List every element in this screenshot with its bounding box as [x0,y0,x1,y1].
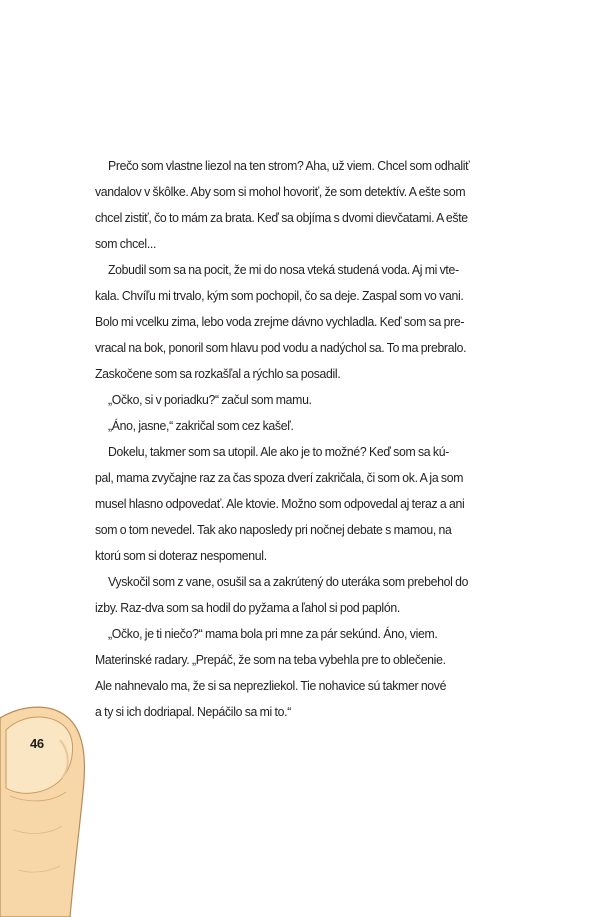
paragraph-6: Vyskočil som z vane, osušil sa a zakrútený do uteráka som prebehol do izby. Raz-dva som sa hodil do pyžama a ľahol si pod paplón. [95,574,469,615]
paragraph-4: „Áno, jasne,“ zakričal som cez kašeľ. [108,418,294,433]
paragraph-2: Zobudil som sa na pocit, že mi do nosa vteká studená voda. Aj mi vte- kala. Chvíľu mi trvalo, kým som pochopil, čo sa deje. Zaspal som vo vani. Bolo mi vcelku zima, lebo voda zrejme dávno vychladla. Keď som sa pre- vracal na bok, ponoril som hlavu pod vodu a nadýchol sa. To ma prebralo. Zaskočene som sa rozkašľal a rýchlo sa posadil. [95,262,467,381]
paragraph-1: Prečo som vlastne liezol na ten strom? Aha, už viem. Chcel som odhaliť vandalov v škôlke. Aby som si mohol hovoriť, že som detektív. A ešte som chcel zistiť, čo to mám za brata. Keď sa objíma s dvomi dievčatami. A ešte som chcel... [95,158,470,251]
page-number: 46 [30,736,44,751]
paragraph-3: „Očko, si v poriadku?“ začul som mamu. [108,392,312,407]
paragraph-7: „Očko, je ti niečo?“ mama bola pri mne za pár sekúnd. Áno, viem. Materinské radary. „Prepáč, že som na teba vybehla pre to oblečenie. Ale nahnevalo ma, že si sa neprezliekol. Tie nohavice sú takmer nové a ty si ich dodriapal. Nepáčilo sa mi to.“ [95,626,447,719]
thumb-illustration-icon [0,700,92,917]
body-text [95,153,511,725]
paragraph-5: Dokelu, takmer som sa utopil. Ale ako je to možné? Keď som sa kú- pal, mama zvyčajne raz za čas spoza dverí zakričala, či som ok. A ja som musel hlasno odpovedať. Ale ktovie. Možno som odpovedal aj teraz a ani som o tom nevedel. Tak ako naposledy pri nočnej debate s mamou, na ktorú som si doteraz nespomenul. [95,444,465,563]
